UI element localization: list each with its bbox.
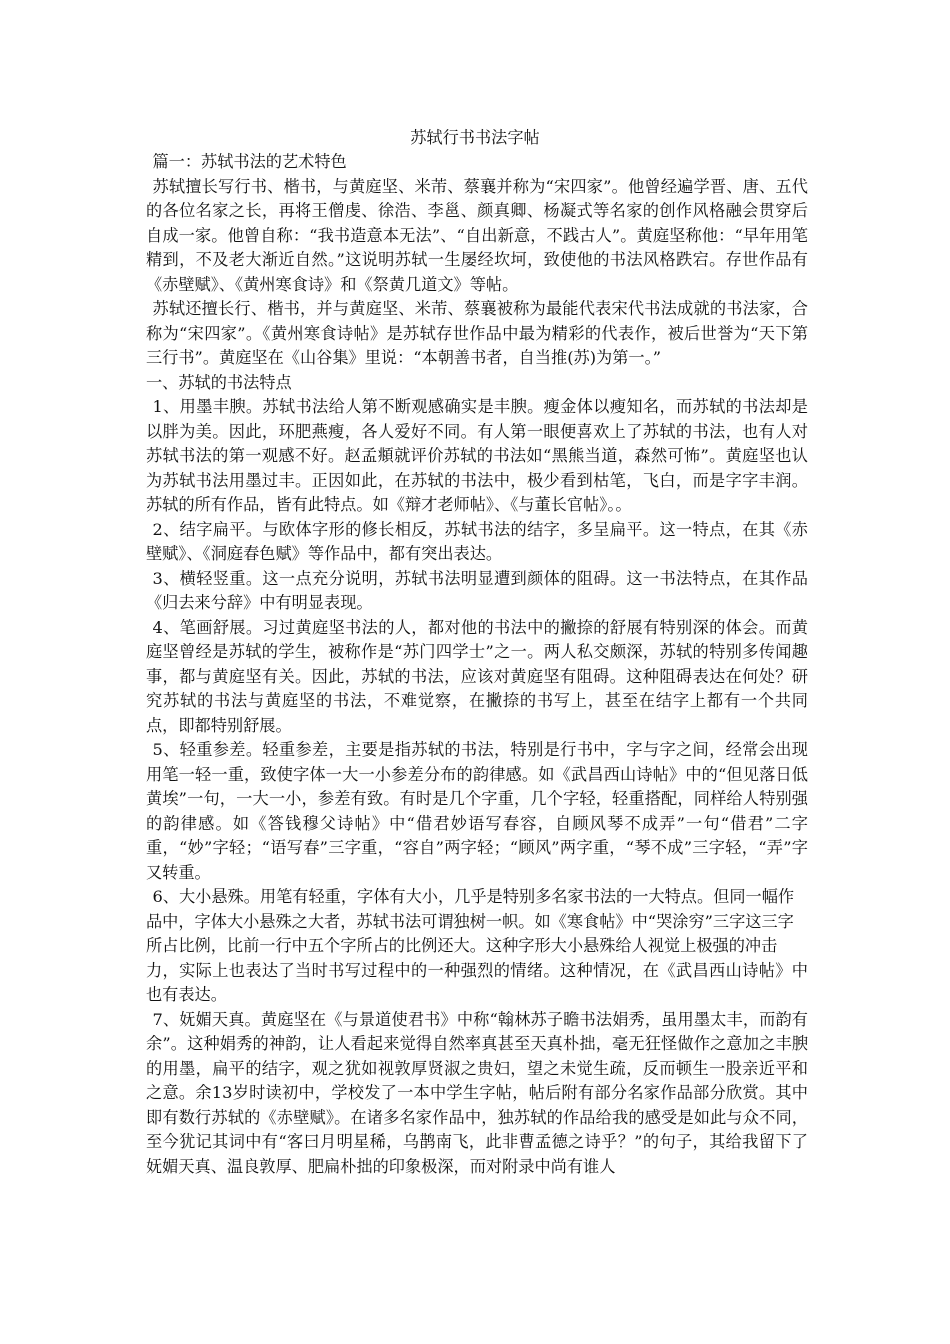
paragraph: 2、结字扁平。与欧体字形的修长相反，苏轼书法的结字，多呈扁平。这一特点，在其《赤壁赋》、《洞庭春色赋》等作品中，都有突出表达。 xyxy=(146,519,808,563)
paragraph: 5、轻重参差。轻重参差，主要是指苏轼的书法，特别是行书中，字与字之间，经常会出现用笔一轻一重，致使字体一大一小参差分布的韵律感。如《武昌西山诗帖》中的“但见落日低黄埃”一句，一大一小，参差有致。有时是几个字重，几个字轻，轻重搭配，同样给人特别强的韵律感。如《答钱穆父诗帖》中“借君妙语写春容，自顾风琴不成弄”一句“借君”二字重，“妙”字轻；“语写春”三字重，“容自”两字轻；“顾风”两字重，“琴不成”三字轻，“弄”字又转重。 xyxy=(146,740,808,882)
paragraph: 3、横轻竖重。这一点充分说明，苏轼书法明显遭到颜体的阻碍。这一书法特点，在其作品《归去来兮辞》中有明显表现。 xyxy=(146,568,808,612)
document-title: 苏轼行书书法字帖 xyxy=(410,128,540,147)
paragraph: 苏轼还擅长行、楷书，并与黄庭坚、米芾、蔡襄被称为最能代表宋代书法成就的书法家，合称为“宋四家”。《黄州寒食诗帖》是苏轼存世作品中最为精彩的代表作，被后世誉为“天下第三行书”。黄庭坚在《山谷集》里说：“本朝善书者，自当推(苏)为第一。” xyxy=(146,299,808,367)
paragraph: 1、用墨丰腴。苏轼书法给人第不断观感确实是丰腴。瘦金体以瘦知名，而苏轼的书法却是以胖为美。因此，环肥燕瘦，各人爱好不同。有人第一眼便喜欢上了苏轼的书法，也有人对苏轼书法的第一观感不好。赵孟頫就评价苏轼的书法如“黑熊当道，森然可怖”。黄庭坚也认为苏轼书法用墨过丰。正因如此，在苏轼的书法中，极少看到枯笔，飞白，而是字字丰润。苏轼的所有作品，皆有此特点。如《辩才老师帖》、《与董长官帖》。。 xyxy=(146,397,808,514)
paragraph: 4、笔画舒展。习过黄庭坚书法的人，都对他的书法中的撇捺的舒展有特别深的体会。而黄庭坚曾经是苏轼的学生，被称作是“苏门四学士”之一。两人私交颇深，苏轼的特别多传闻趣事，都与黄庭坚有关。因此，苏轼的书法，应该对黄庭坚有阻碍。这种阻碍表达在何处？研究苏轼的书法与黄庭坚的书法，不难觉察，在撇捺的书写上，甚至在结字上都有一个共同点，即都特别舒展。 xyxy=(146,617,808,735)
paragraph: 苏轼擅长写行书、楷书，与黄庭坚、米芾、蔡襄并称为“宋四家”。他曾经遍学晋、唐、五代的各位名家之长，再将王僧虔、徐浩、李邕、颜真卿、杨凝式等名家的创作风格融会贯穿后自成一家。他曾自称：“我书造意本无法”、“自出新意，不践古人”。黄庭坚称他：“早年用笔精到，不及老大渐近自然。”这说明苏轼一生屡经坎坷，致使他的书法风格跌宕。存世作品有《赤壁赋》、《黄州寒食诗》和《祭黄几道文》等帖。 xyxy=(146,176,808,294)
paragraph: 6、大小悬殊。用笔有轻重，字体有大小，几乎是特别多名家书法的一大特点。但同一幅作品中，字体大小悬殊之大者，苏轼书法可谓独树一帜。如《寒食帖》中“哭涂穷”三字这三字所占比例，比前一行中五个字所占的比例还大。这种字形大小悬殊给人视觉上极强的冲击 xyxy=(146,887,795,955)
paragraph: 力，实际上也表达了当时书写过程中的一种强烈的情绪。这种情况，在《武昌西山诗帖》中也有表达。 xyxy=(146,960,808,1004)
document-body xyxy=(146,150,808,1179)
section-heading: 一、苏轼的书法特点 xyxy=(146,372,292,392)
section-heading: 篇一：苏轼书法的艺术特色 xyxy=(152,152,347,171)
paragraph: 7、妩媚天真。黄庭坚在《与景道使君书》中称“翰林苏子瞻书法娟秀，虽用墨太丰，而韵有余”。这种娟秀的神韵，让人看起来觉得自然率真甚至天真朴拙，毫无狂怪做作之意加之丰腴的用墨，扁平的结字，观之犹如视敦厚贤淑之贵妇，望之未觉生疏，反而顿生一股亲近平和之意。余13岁时读初中，学校发了一本中学生字帖，帖后附有部分名家作品部分欣赏。其中即有数行苏轼的《赤壁赋》。在诸多名家作品中，独苏轼的作品给我的感受是如此与众不同，至今犹记其词中有“客曰月明星稀，乌鹊南飞，此非曹孟德之诗乎？”的句子，其给我留下了妩媚天真、温良敦厚、肥扁朴拙的印象极深，而对附录中尚有谁人 xyxy=(146,1009,808,1176)
